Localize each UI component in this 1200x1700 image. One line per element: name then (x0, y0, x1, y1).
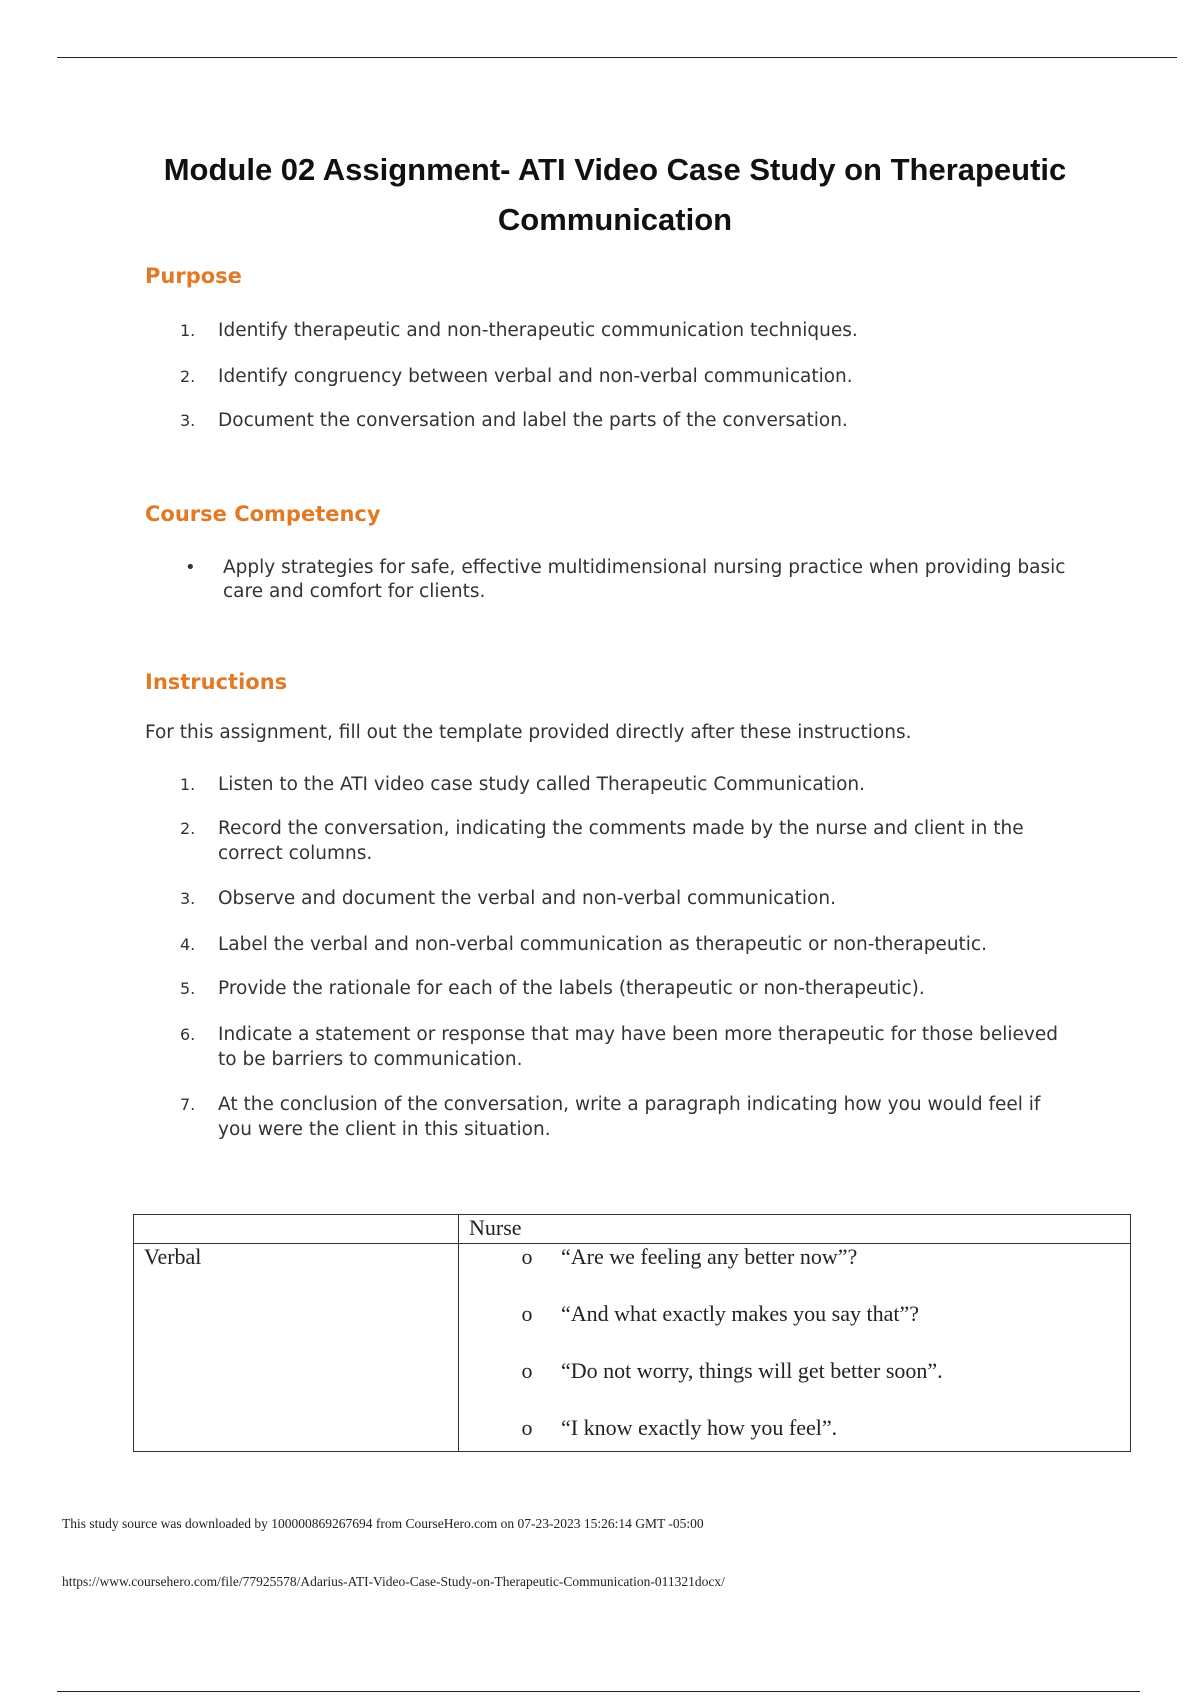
purpose-list (180, 318, 1080, 433)
list-item: 1. Listen to the ATI video case study called Therapeutic Communication. (180, 774, 866, 795)
list-item: • Apply strategies for safe, effective multidimensional nursing practice when providing basic care and comfort for clients. (185, 557, 1066, 602)
table-row (134, 1244, 1131, 1452)
table-row-label: Verbal (134, 1244, 459, 1452)
list-item: 3. Document the conversation and label the parts of the conversation. (180, 410, 848, 431)
nurse-statement: o “And what exactly makes you say that”? (521, 1301, 919, 1326)
nurse-statement: o “I know exactly how you feel”. (521, 1415, 838, 1440)
bottom-rule (57, 1691, 1140, 1692)
list-item: 5. Provide the rationale for each of the labels (therapeutic or non-therapeutic). (180, 978, 925, 999)
table-header-row (134, 1215, 1131, 1244)
list-item: 2. Record the conversation, indicating the comments made by the nurse and client in the correct columns. (180, 818, 1024, 864)
list-item: 6. Indicate a statement or response that may have been more therapeutic for those believed to be barriers to communication. (180, 1024, 1058, 1070)
list-item: 3. Observe and document the verbal and non-verbal communication. (180, 888, 836, 909)
list-item: 7. At the conclusion of the conversation, write a paragraph indicating how you would feel if you were the client in this situation. (180, 1094, 1041, 1140)
top-rule (57, 57, 1177, 58)
competency-heading: Course Competency (145, 502, 381, 526)
nurse-verbal-cell (459, 1244, 1131, 1452)
list-item: 2. Identify congruency between verbal and non-verbal communication. (180, 366, 853, 387)
page-title: Module 02 Assignment- ATI Video Case Study on Therapeutic Communication (163, 152, 1067, 237)
instructions-list (180, 772, 1080, 1142)
table-header-nurse: Nurse (459, 1215, 1131, 1244)
list-item: 1. Identify therapeutic and non-therapeutic communication techniques. (180, 320, 858, 341)
purpose-heading: Purpose (145, 264, 242, 288)
list-item: 4. Label the verbal and non-verbal communication as therapeutic or non-therapeutic. (180, 934, 987, 955)
conversation-table (133, 1214, 1131, 1452)
table-header-empty-cell (134, 1215, 459, 1244)
download-note: This study source was downloaded by 100000869267694 from CourseHero.com on 07-23-2023 15:26:14 GMT -05:00 (62, 1516, 704, 1531)
nurse-statement: o “Are we feeling any better now”? (521, 1244, 858, 1269)
instructions-heading: Instructions (145, 670, 288, 694)
competency-list (185, 556, 1085, 604)
nurse-statement: o “Do not worry, things will get better soon”. (521, 1358, 943, 1383)
instructions-intro: For this assignment, fill out the template provided directly after these instructions. (145, 722, 912, 743)
source-url[interactable]: https://www.coursehero.com/file/77925578/Adarius-ATI-Video-Case-Study-on-Therapeutic-Communication-011321docx/ (62, 1574, 725, 1589)
